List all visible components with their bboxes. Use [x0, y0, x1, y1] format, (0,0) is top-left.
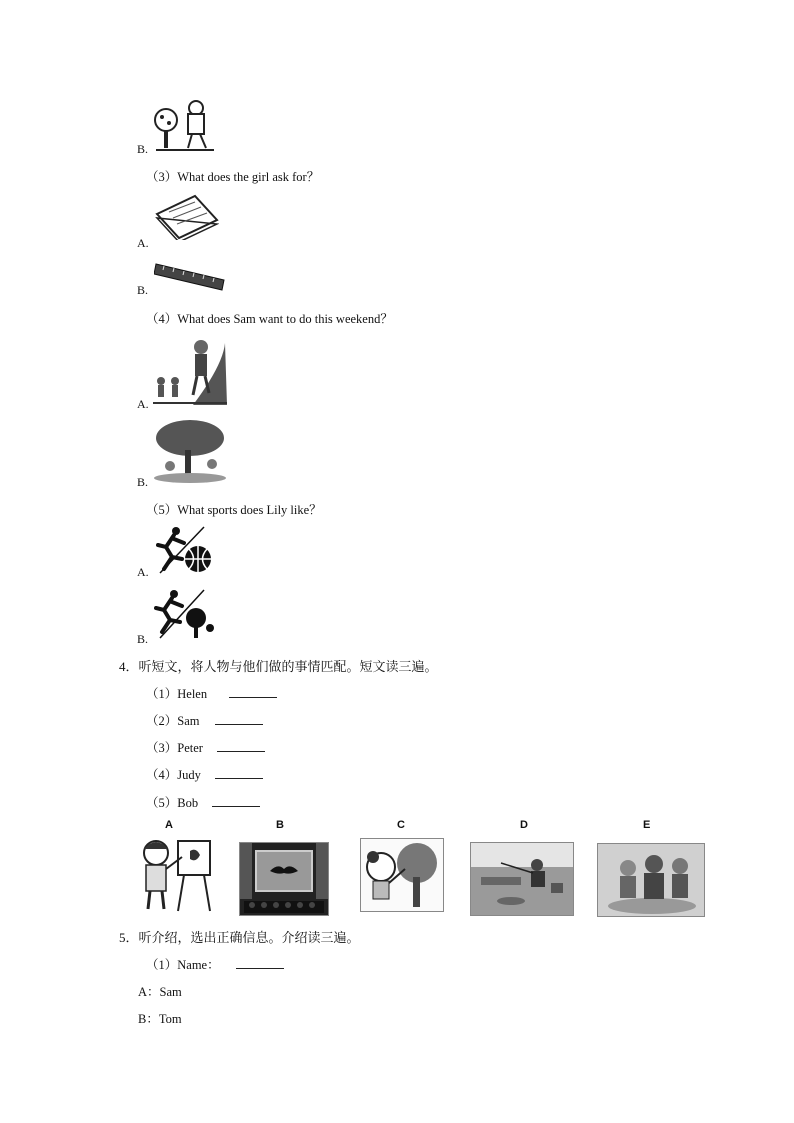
- section-5-heading: 5．听介绍，选出正确信息。介绍读三遍。: [119, 930, 360, 945]
- option-label: A.: [137, 397, 149, 411]
- picnic-tree-picture: [152, 418, 226, 484]
- option-label: A.: [137, 565, 149, 579]
- match-item: （4）Judy: [146, 765, 263, 783]
- paper-stack-picture: [155, 194, 219, 240]
- gardener-tree-picture: [152, 98, 218, 154]
- option-label: B.: [137, 632, 149, 646]
- question-5: （5）What sports does Lily like？: [146, 503, 322, 517]
- fishing-picture: [470, 842, 574, 916]
- option-label: B.: [137, 475, 149, 489]
- option-a: A：Sam: [138, 985, 182, 999]
- question-4: （4）What does Sam want to do this weekend？: [146, 312, 393, 326]
- picture-label-e: E: [643, 819, 651, 831]
- running-pingpong-picture: [150, 588, 216, 640]
- option-b: B：Tom: [138, 1012, 182, 1026]
- running-basketball-picture: [152, 525, 216, 575]
- section-4-heading: 4．听短文，将人物与他们做的事情匹配。短文读三遍。: [119, 659, 438, 674]
- picking-fruit-picture: [360, 838, 444, 912]
- option-label: A.: [137, 236, 149, 250]
- picture-label-c: C: [397, 819, 405, 831]
- painting-picture: [138, 833, 216, 913]
- match-item: （1）Helen: [146, 684, 277, 702]
- picture-label-b: B: [276, 819, 284, 831]
- climbing-picture: [153, 335, 227, 407]
- cinema-picture: [239, 842, 329, 916]
- picture-label-d: D: [520, 819, 528, 831]
- match-item: （5）Bob: [146, 793, 260, 811]
- family-picture: [597, 843, 705, 917]
- picture-label-a: A: [165, 819, 173, 831]
- option-label: B.: [137, 142, 149, 156]
- match-item: （2）Sam: [146, 711, 263, 729]
- match-item: （3）Peter: [146, 738, 265, 756]
- info-item: （1）Name：: [146, 955, 284, 973]
- ruler-picture: [154, 262, 226, 292]
- option-label: B.: [137, 283, 149, 297]
- question-3: （3）What does the girl ask for？: [146, 170, 320, 184]
